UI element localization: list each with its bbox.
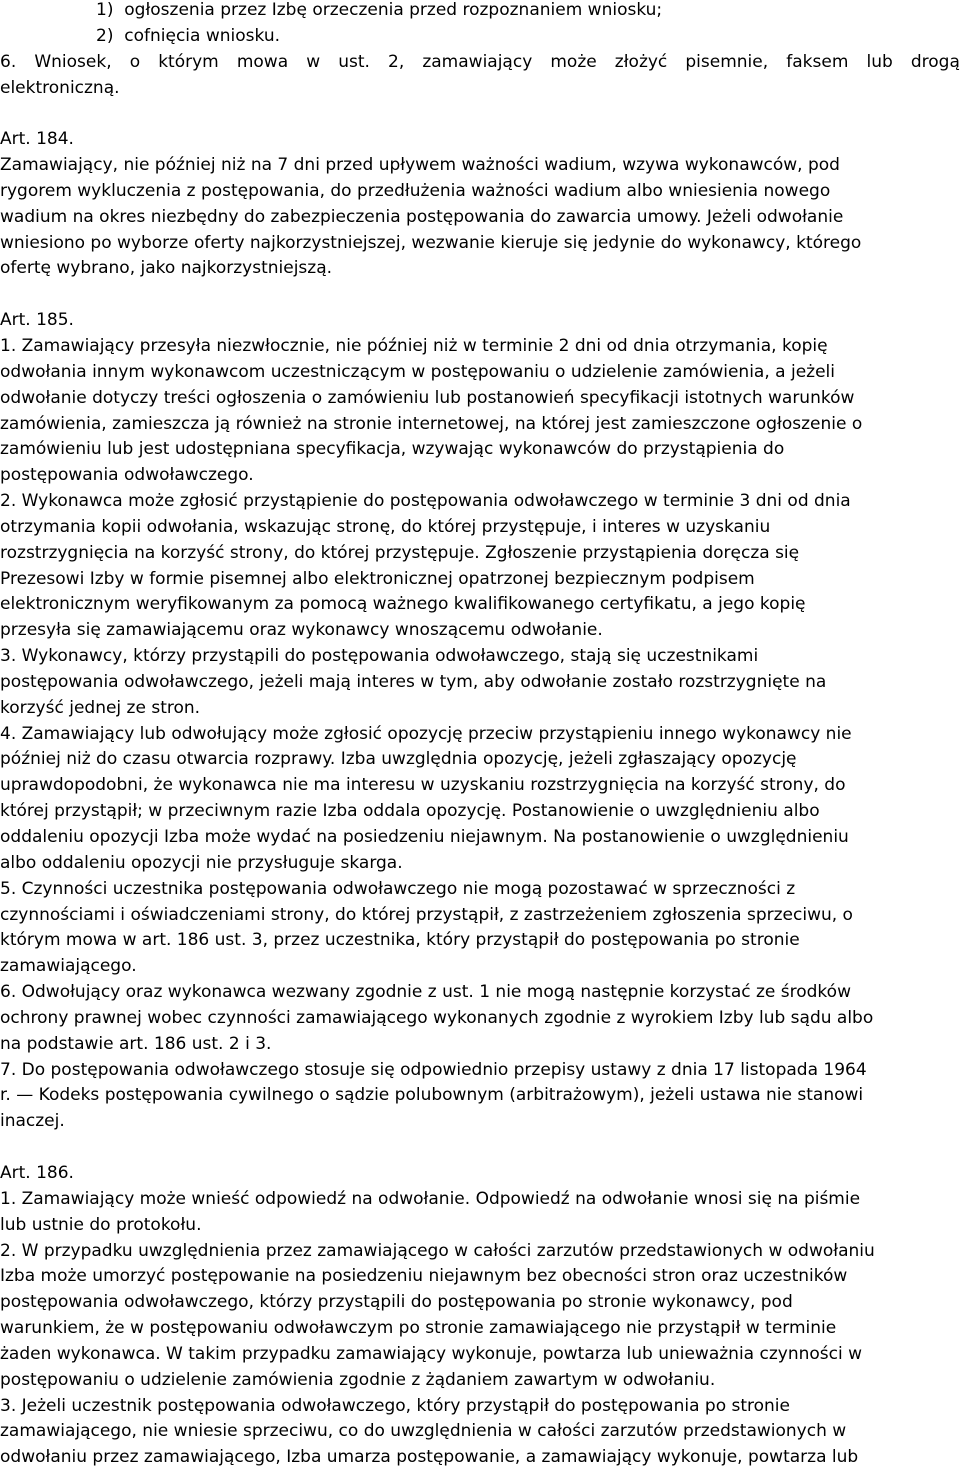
text-line: 1. Zamawiający może wnieść odpowiedź na odwołanie. Odpowiedź na odwołanie wnosi się na piśmie — [0, 1188, 861, 1209]
text-line: postępowania odwoławczego. — [0, 465, 254, 486]
text-line: rygorem wykluczenia z postępowania, do przedłużenia ważności wadium albo wniesienia nowego — [0, 180, 831, 201]
text-line: uprawdopodobni, że wykonawca nie ma interesu w uzyskaniu rozstrzygnięcia na korzyść strony, do — [0, 775, 846, 796]
text-line: postępowania odwoławczego, którzy przystąpili do postępowania po stronie wykonawcy, pod — [0, 1292, 793, 1313]
word: może — [550, 51, 597, 72]
text-line: którym mowa w art. 186 ust. 3, przez uczestnika, który przystąpił do postępowania po stronie — [0, 930, 800, 951]
word: lub — [866, 51, 893, 72]
text-line: 6. Odwołujący oraz wykonawca wezwany zgodnie z ust. 1 nie mogą następnie korzystać ze środków — [0, 982, 851, 1003]
text-line: zamawiającego. — [0, 956, 137, 977]
text-line: ochrony prawnej wobec czynności zamawiającego wykonanych zgodnie z wyrokiem Izby lub sądu albo — [0, 1007, 874, 1028]
text-line: rozstrzygnięcia na korzyść strony, do której przystępuje. Zgłoszenie przystąpienia doręcza się — [0, 542, 800, 563]
text-line: postępowania odwoławczego, jeżeli mają interes w tym, aby odwołanie zostało rozstrzygnięte na — [0, 671, 827, 692]
article-heading: Art. 184. — [0, 129, 74, 150]
text-line: 3. Wykonawcy, którzy przystąpili do postępowania odwoławczego, stają się uczestnikami — [0, 646, 759, 667]
text-line: Izba może umorzyć postępowanie na posiedzeniu niejawnym bez obecności stron oraz uczestników — [0, 1266, 848, 1287]
blank-line — [0, 1135, 960, 1161]
word: o — [129, 51, 141, 72]
text-line: 1) ogłoszenia przez Izbę orzeczenia przed rozpoznaniem wniosku; — [96, 0, 663, 20]
text-line: Prezesowi Izby w formie pisemnej albo elektronicznej opatrzonej bezpiecznym podpisem — [0, 568, 755, 589]
article-heading: Art. 186. — [0, 1162, 74, 1183]
word: 2, — [388, 51, 405, 72]
text-line: której przystąpił; w przeciwnym razie Izba oddala opozycję. Postanowienie o uwzględnieniu albo — [0, 801, 820, 822]
text-line: 7. Do postępowania odwoławczego stosuje się odpowiednio przepisy ustawy z dnia 17 listopada 1964 — [0, 1059, 867, 1080]
text-line: wniesiono po wyborze oferty najkorzystniejszej, wezwanie kieruje się jedynie do wykonawcy, którego — [0, 232, 862, 253]
text-line: 4. Zamawiający lub odwołujący może zgłosić opozycję przeciw przystąpieniu innego wykonawcy nie — [0, 723, 852, 744]
text-line: 2. Wykonawca może zgłosić przystąpienie do postępowania odwoławczego w terminie 3 dni od dnia — [0, 491, 851, 512]
text-line: otrzymania kopii odwołania, wskazując stronę, do której przystępuje, i interes w uzyskaniu — [0, 516, 771, 537]
word: faksem — [786, 51, 849, 72]
text-line: lub ustnie do protokołu. — [0, 1214, 202, 1235]
text-line: wadium na okres niezbędny do zabezpieczenia postępowania do zawarcia umowy. Jeżeli odwołanie — [0, 206, 844, 227]
text-line: korzyść jednej ze stron. — [0, 697, 201, 718]
text-line: ofertę wybrano, jako najkorzystniejszą. — [0, 258, 333, 279]
word: pisemnie, — [685, 51, 769, 72]
text-line: później niż do czasu otwarcia rozprawy. Izba uwzględnia opozycję, jeżeli zgłaszający opozycję — [0, 749, 797, 770]
word: 6. — [0, 51, 17, 72]
text-line: żaden wykonawca. W takim przypadku zamawiający wykonuje, powtarza lub unieważnia czynności w — [0, 1343, 863, 1364]
text-line — [0, 50, 960, 76]
word: w — [306, 51, 321, 72]
text-line: odwołaniu przez zamawiającego, Izba umarza postępowanie, a zamawiający wykonuje, powtarza lub — [0, 1447, 859, 1468]
text-line: zamawiającego, nie wniesie sprzeciwu, co do uwzględnienia w całości zarzutów przedstawionych w — [0, 1421, 847, 1442]
text-line: odwołania innym wykonawcom uczestniczącym w postępowaniu o udzielenie zamówienia, a jeżeli — [0, 361, 835, 382]
blank-line — [0, 101, 960, 127]
text-line: 2. W przypadku uwzględnienia przez zamawiającego w całości zarzutów przedstawionych w odwołaniu — [0, 1240, 875, 1261]
word: drogą — [910, 51, 960, 72]
word: zamawiający — [422, 51, 533, 72]
text-line: warunkiem, że w postępowaniu odwoławczym po stronie zamawiającego nie przystąpił w terminie — [0, 1318, 837, 1339]
text-line: odwołanie dotyczy treści ogłoszenia o zamówieniu lub postanowień specyfikacji istotnych warunków — [0, 387, 855, 408]
text-line: oddaleniu opozycji Izba może wydać na posiedzeniu niejawnym. Na postanowienie o uwzględnieniu — [0, 827, 849, 847]
text-line: zamówieniu lub jest udostępniana specyfikacja, wzywając wykonawców do przystąpienia do — [0, 439, 785, 460]
text-line: elektronicznym weryfikowanym za pomocą ważnego kwalifikowanego certyfikatu, a jego kopię — [0, 594, 806, 615]
text-line: elektroniczną. — [0, 77, 120, 98]
text-line: czynnościami i oświadczeniami strony, do której przystąpił, z zastrzeżeniem zgłoszenia sprzeciwu, o — [0, 904, 853, 925]
word: którym — [158, 51, 219, 72]
text-line: na podstawie art. 186 ust. 2 i 3. — [0, 1033, 272, 1054]
text-line: 2) cofnięcia wniosku. — [96, 25, 280, 46]
text-line: zamówienia, zamieszcza ją również na stronie internetowej, na której jest zamieszczone ogłoszenie o — [0, 413, 863, 434]
word: ust. — [338, 51, 370, 72]
word: mowa — [236, 51, 289, 72]
text-line: 3. Jeżeli uczestnik postępowania odwoławczego, który przystąpił do postępowania po stronie — [0, 1395, 790, 1416]
word: złożyć — [614, 51, 668, 72]
text-line: Zamawiający, nie później niż na 7 dni przed upływem ważności wadium, wzywa wykonawców, pod — [0, 155, 840, 176]
text-line: r. — Kodeks postępowania cywilnego o sądzie polubownym (arbitrażowym), jeżeli ustawa nie stanowi — [0, 1085, 864, 1106]
text-line: przesyła się zamawiającemu oraz wykonawcy wnoszącemu odwołanie. — [0, 620, 603, 641]
text-line: postępowaniu o udzielenie zamówienia zgodnie z żądaniem zawartym w odwołaniu. — [0, 1369, 716, 1390]
text-line: albo oddaleniu opozycji nie przysługuje skarga. — [0, 852, 403, 873]
word: Wniosek, — [34, 51, 112, 72]
blank-line — [0, 282, 960, 308]
text-line: 5. Czynności uczestnika postępowania odwoławczego nie mogą pozostawać w sprzeczności z — [0, 878, 796, 899]
text-line: 1. Zamawiający przesyła niezwłocznie, nie później niż w terminie 2 dni od dnia otrzymania, kopię — [0, 335, 828, 356]
text-line: inaczej. — [0, 1111, 65, 1132]
article-heading: Art. 185. — [0, 310, 74, 331]
